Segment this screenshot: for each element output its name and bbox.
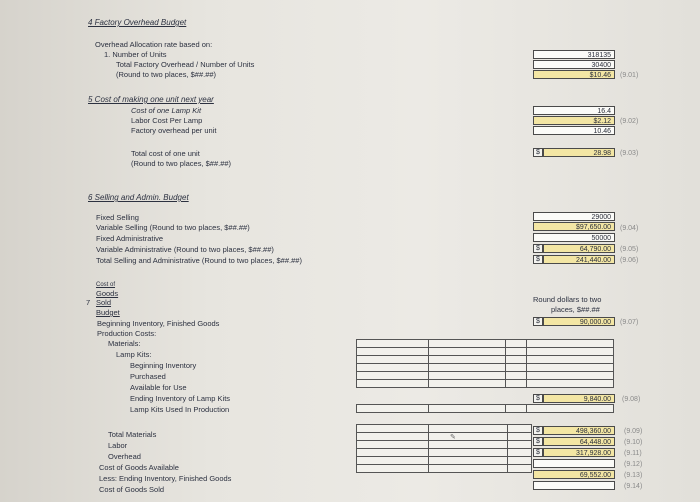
variable-admin-cell[interactable]: 64,790.00 xyxy=(543,244,615,253)
cost-goods-available-cell[interactable] xyxy=(533,459,615,468)
labor-cost-cell[interactable]: $2.12 xyxy=(533,116,615,125)
ref-9-05: (9.05) xyxy=(620,246,639,253)
cost-of-label: Cost of xyxy=(96,282,116,288)
lamp-kits-label: Lamp Kits: xyxy=(116,350,152,359)
budget-label: Budget xyxy=(96,308,120,317)
lamp-kit-cost-label: Cost of one Lamp Kit xyxy=(131,106,202,115)
materials-label: Materials: xyxy=(108,339,141,348)
ref-9-06: (9.06) xyxy=(620,257,639,264)
cost-one-unit-heading: 5 Cost of making one unit next year xyxy=(88,95,214,104)
variable-selling-label: Variable Selling (Round to two places, $##.##) xyxy=(96,223,250,232)
labor-cell[interactable]: 64,448.00 xyxy=(543,437,615,446)
cost-goods-sold-cell[interactable] xyxy=(533,481,615,490)
units-cell[interactable]: 30400 xyxy=(533,60,615,69)
section-7-number: 7 xyxy=(86,298,91,307)
dollar-sign: $ xyxy=(533,437,543,446)
ref-9-14: (9.14) xyxy=(624,483,643,490)
ref-9-09: (9.09) xyxy=(624,428,643,435)
fixed-selling-label: Fixed Selling xyxy=(96,213,139,222)
less-ending-inventory-label: Less: Ending Inventory, Finished Goods xyxy=(99,474,232,483)
totals-grid xyxy=(356,404,614,413)
ref-9-04: (9.04) xyxy=(620,225,639,232)
round-dollars-format: places, $##.## xyxy=(551,305,600,314)
dollar-sign: $ xyxy=(533,394,543,403)
kits-beginning-inventory-label: Beginning Inventory xyxy=(130,361,197,370)
materials-grid xyxy=(356,339,614,388)
dollar-sign: $ xyxy=(533,244,543,253)
beginning-inventory-cell[interactable]: 90,000.00 xyxy=(543,317,615,326)
labor-cost-label: Labor Cost Per Lamp xyxy=(131,116,203,125)
ref-9-03: (9.03) xyxy=(620,150,639,157)
overhead-total-cell[interactable]: 318135 xyxy=(533,50,615,59)
total-selling-admin-cell[interactable]: 241,440.00 xyxy=(543,255,615,264)
round-note-2: (Round to two places, $##.##) xyxy=(131,159,232,168)
dollar-sign: $ xyxy=(533,426,543,435)
ending-inventory-kits-label: Ending Inventory of Lamp Kits xyxy=(130,394,231,403)
cost-goods-available-label: Cost of Goods Available xyxy=(99,463,179,472)
fixed-admin-cell[interactable]: 50000 xyxy=(533,233,615,242)
purchased-label: Purchased xyxy=(130,372,166,381)
kits-used-cell[interactable]: 9,840.00 xyxy=(543,394,615,403)
round-note: (Round to two places, $##.##) xyxy=(116,70,217,79)
total-overhead-per-unit-label: Total Factory Overhead / Number of Units xyxy=(116,60,255,69)
available-for-use-label: Available for Use xyxy=(130,383,187,392)
ref-9-08: (9.08) xyxy=(622,396,641,403)
dollar-sign: $ xyxy=(533,255,543,264)
factory-overhead-unit-label: Factory overhead per unit xyxy=(131,126,217,135)
overhead-unit-cell[interactable]: 10.46 xyxy=(533,126,615,135)
variable-selling-cell[interactable]: $97,650.00 xyxy=(533,222,615,231)
cost-goods-sold-label: Cost of Goods Sold xyxy=(99,485,165,494)
dollar-sign: $ xyxy=(533,148,543,157)
factory-overhead-heading: 4 Factory Overhead Budget xyxy=(88,18,187,27)
goods-label: Goods xyxy=(96,289,119,298)
ref-9-11: (9.11) xyxy=(624,450,642,457)
number-of-units-label: 1. Number of Units xyxy=(104,50,167,59)
total-cost-unit-label: Total cost of one unit xyxy=(131,149,200,158)
round-dollars-note: Round dollars to two xyxy=(533,295,602,304)
sold-label: Sold xyxy=(96,298,112,307)
comment-marker-icon: ✎ xyxy=(450,434,456,441)
fixed-selling-cell[interactable]: 29000 xyxy=(533,212,615,221)
total-selling-admin-label: Total Selling and Administrative (Round to two places, $##.##) xyxy=(96,256,302,265)
labor-label: Labor xyxy=(108,441,128,450)
ref-9-02: (9.02) xyxy=(620,118,639,125)
total-materials-cell[interactable]: 498,360.00 xyxy=(543,426,615,435)
ref-9-13: (9.13) xyxy=(624,472,643,479)
overhead-rate-cell[interactable]: $10.46 xyxy=(533,70,615,79)
total-materials-label: Total Materials xyxy=(108,430,157,439)
selling-admin-heading: 6 Selling and Admin. Budget xyxy=(88,193,189,202)
overhead-label: Overhead xyxy=(108,452,141,461)
overhead-allocation-label: Overhead Allocation rate based on: xyxy=(95,40,213,49)
kits-used-label: Lamp Kits Used In Production xyxy=(130,405,230,414)
ending-inventory-fg-cell[interactable]: 69,552.00 xyxy=(533,470,615,479)
ref-9-10: (9.10) xyxy=(624,439,643,446)
variable-admin-label: Variable Administrative (Round to two places, $##.##) xyxy=(96,245,274,254)
overhead-cell[interactable]: 317,928.00 xyxy=(543,448,615,457)
lamp-kit-cost-cell[interactable]: 16.4 xyxy=(533,106,615,115)
total-cost-unit-cell[interactable]: 28.98 xyxy=(543,148,615,157)
ref-9-12: (9.12) xyxy=(624,461,643,468)
dollar-sign: $ xyxy=(533,317,543,326)
production-costs-label: Production Costs: xyxy=(97,329,157,338)
beginning-inventory-label: Beginning Inventory, Finished Goods xyxy=(97,319,220,328)
ref-9-01: (9.01) xyxy=(620,72,639,79)
fixed-admin-label: Fixed Administrative xyxy=(96,234,164,243)
ref-9-07: (9.07) xyxy=(620,319,639,326)
cogs-grid xyxy=(356,424,532,473)
dollar-sign: $ xyxy=(533,448,543,457)
